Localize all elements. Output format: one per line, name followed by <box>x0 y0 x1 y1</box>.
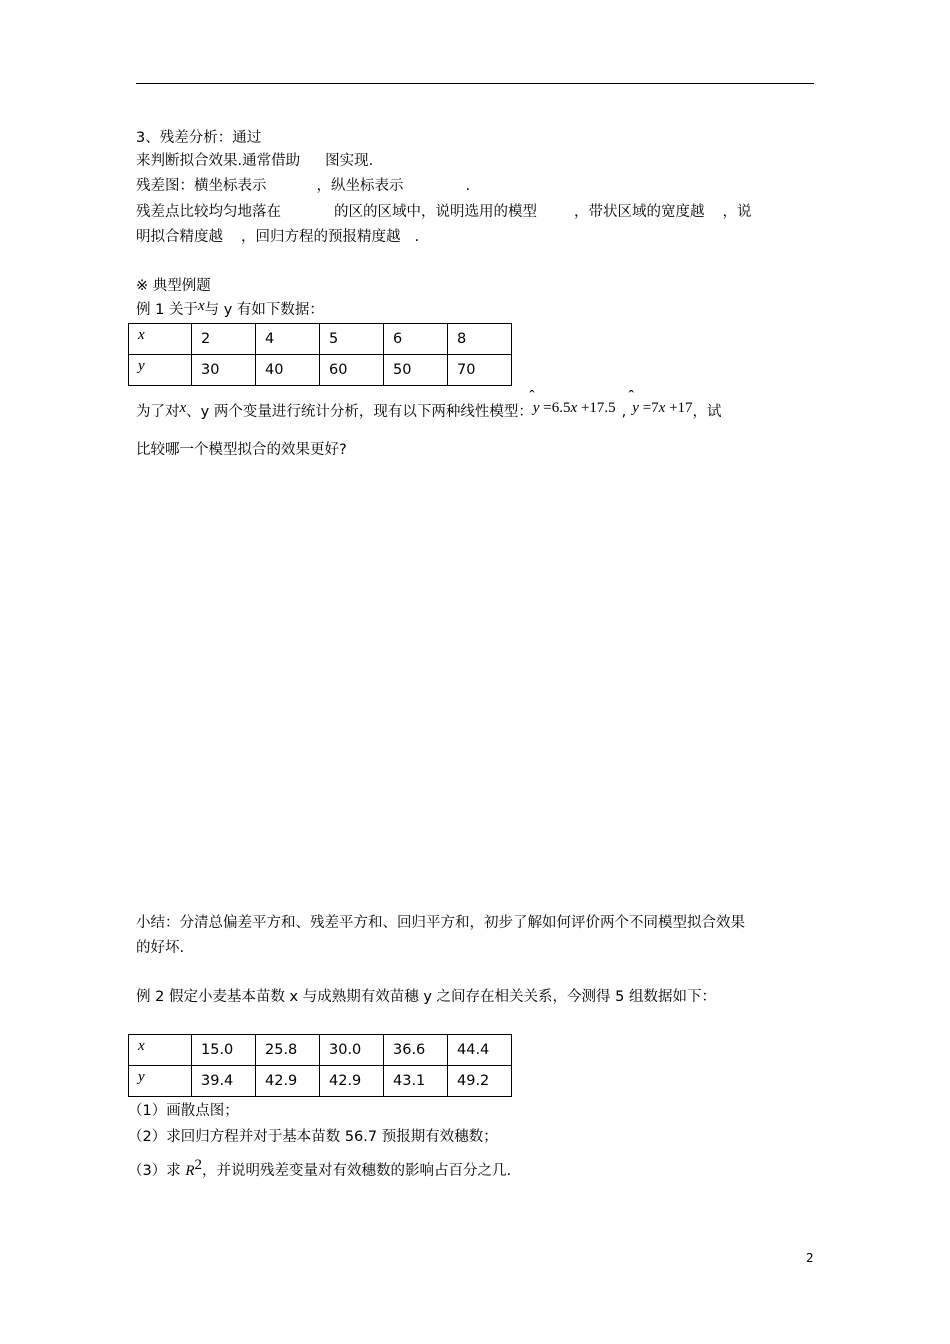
ex1-question <box>136 402 722 422</box>
text: 的区的区域中，说明选用的模型 <box>334 204 537 220</box>
text: ，说 <box>722 204 752 220</box>
text: . <box>414 229 420 245</box>
summary-line-1 <box>136 913 745 933</box>
model-2-formula <box>632 400 692 416</box>
table-row <box>129 324 512 355</box>
var-r: R <box>185 1162 195 1179</box>
text: 小结：分清总偏差平方和、残差平方和、回归平方和，初步了解如何评价两个不同模型拟合效果 <box>136 915 745 931</box>
text: 例 2 假定小麦基本苗数 x 与成熟期有效苗穗 y 之间存在相关关系，今测得 5 组数据如下： <box>136 989 716 1005</box>
text: =6.5 <box>543 400 571 416</box>
ex2-table <box>128 1034 512 1097</box>
text: . <box>465 178 471 194</box>
table-cell: 44.4 <box>448 1035 512 1066</box>
table-cell: 40 <box>256 355 320 386</box>
table-cell: 30 <box>192 355 256 386</box>
page-number: 2 <box>806 1251 814 1265</box>
table-row <box>129 1066 512 1097</box>
text: 来判断拟合效果.通常借助 <box>136 153 301 169</box>
y-hat <box>632 398 639 418</box>
text: 残差图：横坐标表示 <box>136 178 267 194</box>
ex1-table <box>128 323 512 386</box>
text: 图实现. <box>325 153 374 169</box>
text: 3、残差分析：通过 <box>136 130 262 146</box>
summary-line-2 <box>136 938 184 958</box>
residual-line-1 <box>136 128 261 148</box>
text: 例 1 关于 <box>136 302 198 318</box>
table-row-label: y <box>129 355 192 386</box>
text: ，带状区域的宽度越 <box>574 204 705 220</box>
text: 残差点比较均匀地落在 <box>136 204 281 220</box>
table-cell: 4 <box>256 324 320 355</box>
table-row-label: x <box>129 1035 192 1066</box>
text: , <box>621 404 627 420</box>
table-cell: 2 <box>192 324 256 355</box>
table-row <box>129 1035 512 1066</box>
table-row-label: x <box>129 324 192 355</box>
ex1-question-cont <box>136 440 347 460</box>
table-cell: 30.0 <box>320 1035 384 1066</box>
text: 与 y 有如下数据： <box>204 302 324 318</box>
table-cell: 43.1 <box>384 1066 448 1097</box>
text: y <box>532 400 540 416</box>
text: （1）画散点图； <box>128 1103 239 1119</box>
table-cell: 6 <box>384 324 448 355</box>
text: ，试 <box>692 404 722 420</box>
text: ，并说明残差变量对有效穗数的影响占百分之几. <box>202 1162 512 1179</box>
model-1-formula <box>533 400 616 416</box>
table-row <box>129 355 512 386</box>
text: ※ 典型例题 <box>136 278 211 294</box>
ex2-q2 <box>128 1127 498 1147</box>
text: 明拟合精度越 <box>136 229 223 245</box>
text: ，回归方程的预报精度越 <box>241 229 401 245</box>
table-cell: 36.6 <box>384 1035 448 1066</box>
table-row-label: y <box>129 1066 192 1097</box>
text: 为了对 <box>136 404 180 420</box>
var-x: x <box>197 298 205 314</box>
table-cell: 39.4 <box>192 1066 256 1097</box>
table-cell: 25.8 <box>256 1035 320 1066</box>
table-cell: 50 <box>384 355 448 386</box>
text: +17 <box>669 400 693 416</box>
text: ，纵坐标表示 <box>316 178 404 194</box>
examples-heading <box>136 276 211 296</box>
table-cell: 42.9 <box>320 1066 384 1097</box>
residual-line-5 <box>136 227 419 247</box>
ex2-q1 <box>128 1101 239 1121</box>
header-rule <box>136 83 814 84</box>
text: +17.5 <box>580 400 616 416</box>
text: 的好坏. <box>136 940 185 956</box>
residual-line-4 <box>136 202 752 222</box>
table-cell: 42.9 <box>256 1066 320 1097</box>
residual-line-3 <box>136 176 470 196</box>
table-cell: 60 <box>320 355 384 386</box>
text: x <box>570 400 578 416</box>
text: 、y 两个变量进行统计分析，现有以下两种线性模型： <box>186 404 533 420</box>
ex2-intro <box>136 987 716 1007</box>
y-hat <box>533 398 540 418</box>
table-cell: 15.0 <box>192 1035 256 1066</box>
text: x <box>658 400 666 416</box>
residual-line-2 <box>136 151 373 171</box>
ex2-q3 <box>128 1155 511 1181</box>
text: 比较哪一个模型拟合的效果更好? <box>136 442 347 458</box>
ex1-intro <box>136 300 324 320</box>
text: y <box>632 400 639 416</box>
table-cell: 70 <box>448 355 512 386</box>
table-cell: 5 <box>320 324 384 355</box>
var-x: x <box>179 400 187 416</box>
superscript: 2 <box>194 1157 203 1173</box>
table-cell: 8 <box>448 324 512 355</box>
text: （3）求 <box>128 1162 181 1179</box>
table-cell: 49.2 <box>448 1066 512 1097</box>
text: =7 <box>642 400 659 416</box>
text: （2）求回归方程并对于基本苗数 56.7 预报期有效穗数； <box>128 1129 498 1145</box>
